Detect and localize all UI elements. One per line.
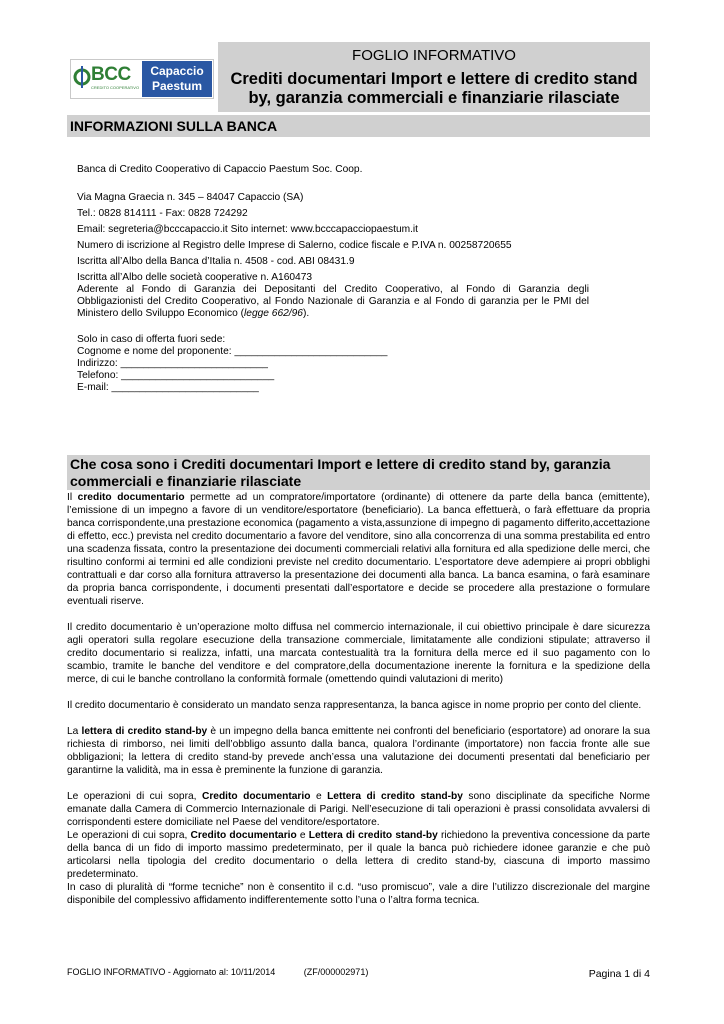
document-header [67, 42, 650, 112]
offsite-intro: Solo in caso di offerta fuori sede: [77, 334, 226, 345]
bank-registry: Numero di iscrizione al Registro delle Imprese di Salerno, codice fiscale e P.IVA n. 00258720655 [77, 240, 512, 251]
bank-address: Via Magna Graecia n. 345 – 84047 Capaccio (SA) [77, 192, 304, 203]
section-heading-bank-info: INFORMAZIONI SULLA BANCA [67, 115, 650, 137]
bcc-logo-text: BCC [91, 64, 131, 85]
paragraph-mandato: Il credito documentario è considerato un mandato senza rappresentanza, la banca agisce in nome proprio per conto del cliente. [67, 700, 642, 711]
bcc-logo-subtitle: CREDITO COOPERATIVO [91, 85, 140, 90]
bank-name-logo [142, 61, 212, 97]
logo-name-line1: Capaccio [150, 64, 204, 78]
section-heading-what-are: Che cosa sono i Crediti documentari Import e lettere di credito stand by, garanzia commerciali e finanziarie rilasciate [67, 455, 650, 490]
paragraph-uso-promiscuo: In caso di pluralità di “forme tecniche” non è consentito il c.d. “uso promiscuo”, vale a dire l’utilizzo discrezionale del margine disponibile del complessivo affidamento indifferentemente sotto l’una o l’altra forma tecnica. [67, 882, 650, 906]
section-body [67, 491, 650, 907]
bank-guarantee-funds: Aderente al Fondo di Garanzia dei Depositanti del Credito Cooperativo, al Fondo di Garanzia degli Obbligazionisti del Credito Cooperativo, al Fondo Nazionale di Garanzia e al Fondo di garanzia per le PMI del Ministero dello Sviluppo Economico (legge 662/96). [77, 284, 589, 319]
paragraph-stand-by: La lettera di credito stand-by è un impegno della banca emittente nei confronti del beneficiario (esportatore) ad onorare la sua richiesta di rimborso, nei limiti dell’obbligo assunto dalla banca, qualora l’ordinante (importatore) non faccia fronte alle sue obbligazioni; la lettera di credito stand-by prevede anch’essa una valutazione dei documenti presentati dal beneficiario per garantirne la validità, ma in essa è preminente la funzione di garanzia. [67, 726, 650, 776]
page-number: Pagina 1 di 4 [588, 968, 650, 980]
bank-logo [67, 42, 217, 112]
paragraph-credito-documentario: Il credito documentario permette ad un compratore/importatore (ordinante) di ottenere da parte della banca (emittente), l’emissione di un impegno a favore di un venditore/esportatore (beneficiario). La banca effettuerà, o farà effettuare da propria banca corrispondente,una prestazione economica (pagamento a vista,assunzione di impegno di pagamento differito,accettazione di effetto, ecc.) prevista nel credito documentario a favore del venditore, sino alla concorrenza di una somma prestabilita ed entro una scadenza fissata, contro la presentazione dei documenti commerciali relativi alla fornitura ed alla spedizione delle merci, che risultino conformi ai termini ed alle condizioni previste nel credito documentario. L’esportatore deve adempiere ai propri obblighi contrattuali e dar corso alla fornitura attraverso la presentazione dei documenti alla banca. La banca esamina, o farà esaminare da propria banca corrispondente, i documenti presentati dall’esportatore e decide se procedere alla prestazione o formulare eventuali riserve. [67, 492, 651, 607]
page-title: Crediti documentari Import e lettere di credito stand by, garanzia commerciali e finanziarie rilasciate [230, 70, 638, 107]
paragraph-diffusione: Il credito documentario è un’operazione molto diffusa nel commercio internazionale, il cui obiettivo principale è dare sicurezza agli operatori sulla regolare esecuzione della transazione commerciale, limitatamente alle condizioni stipulate; attraverso il credito documentario si realizza, infatti, una marcata contestualità tra la fornitura della merce ed il suo pagamento con lo scambio, tramite le banche del venditore e del compratore,della documentazione inerente la fornitura e la spedizione della merce, di cui le banche controllano la conformità formale (omettendo quindi valutazioni di merito) [67, 622, 650, 685]
bank-email: Email: segreteria@bcccapaccio.it Sito internet: www.bcccapacciopaestum.it [77, 224, 419, 235]
bank-albo-coop: Iscritta all’Albo delle società cooperative n. A160473 [77, 272, 313, 283]
paragraph-fido: Le operazioni di cui sopra, Credito documentario e Lettera di credito stand-by richiedono la preventiva concessione da parte della banca di un fido di importo massimo predeterminato, per il quale la banca può richiedere idonee garanzie e che può articolarsi nella tipologia del credito documentario o della lettera di credito stand-by, ciascuna di importo massimo predeterminato. [67, 830, 651, 880]
bcc-emblem-icon [72, 60, 92, 98]
offsite-proponent-field: Cognome e nome del proponente: ___________________________ [77, 346, 388, 357]
offsite-email-field: E-mail: __________________________ [77, 382, 259, 393]
bank-phone: Tel.: 0828 814111 - Fax: 0828 724292 [77, 208, 248, 219]
bcc-logo-mark [71, 60, 141, 98]
paragraph-norme: Le operazioni di cui sopra, Credito documentario e Lettera di credito stand-by sono disciplinate da specifiche Norme emanate dalla Camera di Commercio Internazionale di Parigi. Nell’esecuzione di tali operazioni è prassi consolidata avvalersi di corrispondenti estere domiciliate nel Paese del venditore/esportatore. [67, 791, 650, 828]
bank-albo: Iscritta all’Albo della Banca d’Italia n. 4508 - cod. ABI 08431.9 [77, 256, 355, 267]
bank-name: Banca di Credito Cooperativo di Capaccio Paestum Soc. Coop. [77, 164, 363, 175]
offsite-phone-field: Telefono: ___________________________ [77, 370, 275, 381]
logo-name-line2: Paestum [151, 79, 203, 93]
bank-info-block [77, 164, 597, 394]
title-box [218, 42, 650, 112]
footer-code: (ZF/000002971) [303, 967, 369, 977]
page-footer [67, 967, 650, 980]
offsite-address-field: Indirizzo: __________________________ [77, 358, 268, 369]
doc-type-label: FOGLIO INFORMATIVO [352, 47, 516, 64]
footer-updated: FOGLIO INFORMATIVO - Aggiornato al: 10/11/2014 [67, 967, 276, 977]
